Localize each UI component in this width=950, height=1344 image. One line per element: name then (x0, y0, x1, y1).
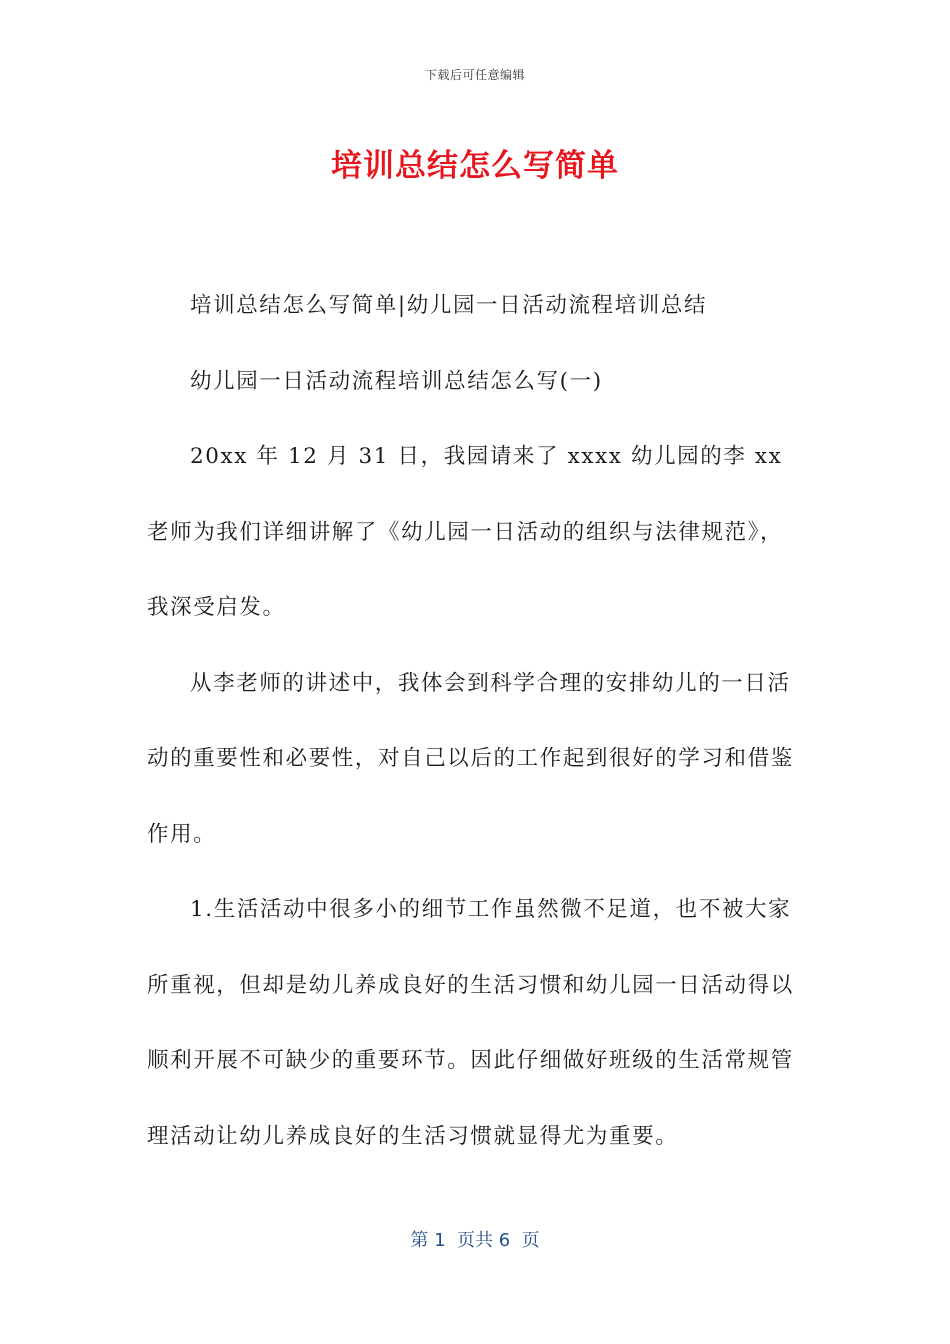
paragraph: 从李老师的讲述中，我体会到科学合理的安排幼儿的一日活动的重要性和必要性，对自己以后的工作起到很好的学习和借鉴作用。 (147, 670, 794, 847)
paragraph: 幼儿园一日活动流程培训总结怎么写(一) (190, 368, 603, 394)
document-title: 培训总结怎么写简单 (331, 148, 619, 184)
page-number-footer: 第 1 页共 6 页 (410, 1230, 540, 1251)
paragraph: 培训总结怎么写简单|幼儿园一日活动流程培训总结 (190, 293, 708, 318)
document-body (147, 268, 797, 1174)
paragraph: 20xx 年 12 月 31 日，我园请来了 xxxx 幼儿园的李 xx 老师为我们详细讲解了《幼儿园一日活动的组织与法律规范》，我深受启发。 (147, 444, 784, 620)
paragraph: 1.生活活动中很多小的细节工作虽然微不足道，也不被大家所重视，但却是幼儿养成良好的生活习惯和幼儿园一日活动得以顺利开展不可缺少的重要环节。因此仔细做好班级的生活常规管理活动让幼儿养成良好的生活习惯就显得尤为重要。 (147, 897, 794, 1149)
header-note: 下载后可任意编辑 (424, 68, 525, 82)
